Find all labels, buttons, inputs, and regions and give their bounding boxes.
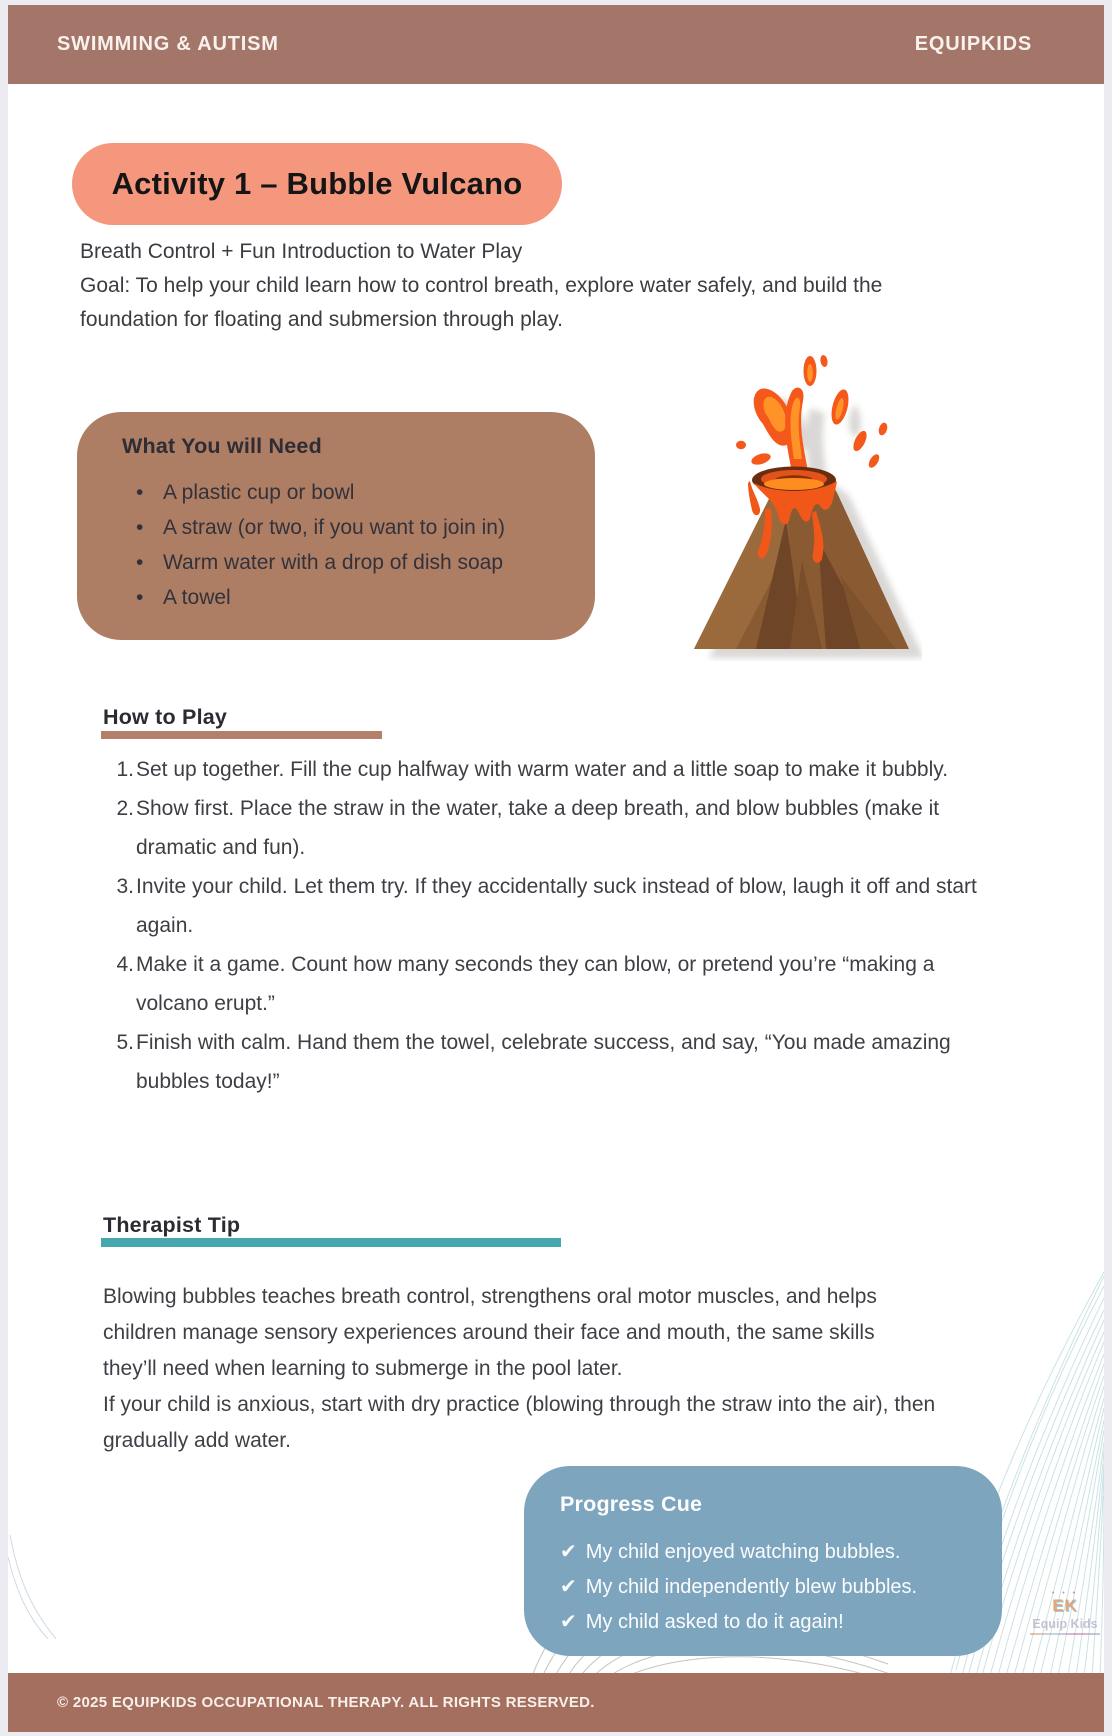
materials-item: • A straw (or two, if you want to join in) [122,510,569,545]
watermark-tagline-line [1030,1633,1100,1635]
watermark-confetti: • • • [1051,1590,1079,1597]
header-brand: EQUIPKIDS [914,33,1032,55]
copyright-text: © 2025 EQUIPKIDS OCCUPATIONAL THERAPY. ALL RIGHTS RESERVED. [57,1694,595,1711]
progress-cue-list [560,1535,978,1640]
therapist-tip-rule [101,1238,561,1247]
intro-subtitle: Breath Control + Fun Introduction to Water Play [80,240,523,263]
document-page [8,5,1104,1732]
bullet-icon: • [136,551,144,574]
step-item: Invite your child. Let them try. If they accidentally suck instead of blow, laugh it off and start again. [136,875,977,937]
step-item: Set up together. Fill the cup halfway with warm water and a little soap to make it bubbly. [136,758,949,781]
activity-title-badge [72,143,562,225]
activity-title: Activity 1 – Bubble Vulcano [111,166,523,201]
header-left-title: SWIMMING & AUTISM [57,33,279,55]
materials-heading: What You will Need [122,434,322,458]
volcano-illustration [664,349,922,661]
how-to-play-rule [101,731,382,739]
check-icon: ✔ [560,1576,577,1598]
bullet-icon: • [136,481,144,504]
progress-cue-item: ✔ My child independently blew bubbles. [560,1570,978,1605]
therapist-tip-heading: Therapist Tip [103,1212,241,1237]
materials-item: • Warm water with a drop of dish soap [122,545,569,580]
step-item: Show first. Place the straw in the water, take a deep breath, and blow bubbles (make it dramatic and fun). [136,797,940,859]
how-to-play-steps [106,750,994,1101]
watermark-name: Equip Kids [1032,1617,1098,1631]
materials-box [77,412,595,640]
tip-paragraph-1: Blowing bubbles teaches breath control, strengthens oral motor muscles, and helps children manage sensory experiences around their face and mouth, the same skills they’ll need when learning to submerge in the pool later. [103,1285,877,1380]
step-item: Finish with calm. Hand them the towel, celebrate success, and say, “You made amazing bubbles today!” [136,1031,951,1093]
intro-goal: Goal: To help your child learn how to control breath, explore water safely, and build the foundation for floating and submersion through play. [80,274,883,331]
bullet-icon: • [136,586,144,609]
step-item: Make it a game. Count how many seconds they can blow, or pretend you’re “making a volcano erupt.” [136,953,935,1015]
check-icon: ✔ [560,1541,577,1563]
materials-item: • A towel [122,580,569,615]
therapist-tip-text [103,1279,965,1459]
equipkids-watermark [1022,1591,1104,1635]
bullet-icon: • [136,516,144,539]
progress-cue-item: ✔ My child asked to do it again! [560,1605,978,1640]
check-icon: ✔ [560,1611,577,1633]
intro-text [80,235,964,337]
materials-item: • A plastic cup or bowl [122,475,569,510]
decorative-corner-lines [8,1535,60,1639]
progress-cue-item: ✔ My child enjoyed watching bubbles. [560,1535,978,1570]
header-bar [8,5,1104,84]
how-to-play-heading: How to Play [103,704,228,729]
watermark-initials: EK [1052,1596,1078,1615]
progress-cue-box [524,1466,1002,1656]
footer-bar [8,1673,1104,1732]
materials-list [122,475,569,615]
progress-cue-heading: Progress Cue [560,1492,703,1516]
tip-paragraph-2: If your child is anxious, start with dry practice (blowing through the straw into the air), then gradually add water. [103,1393,936,1452]
